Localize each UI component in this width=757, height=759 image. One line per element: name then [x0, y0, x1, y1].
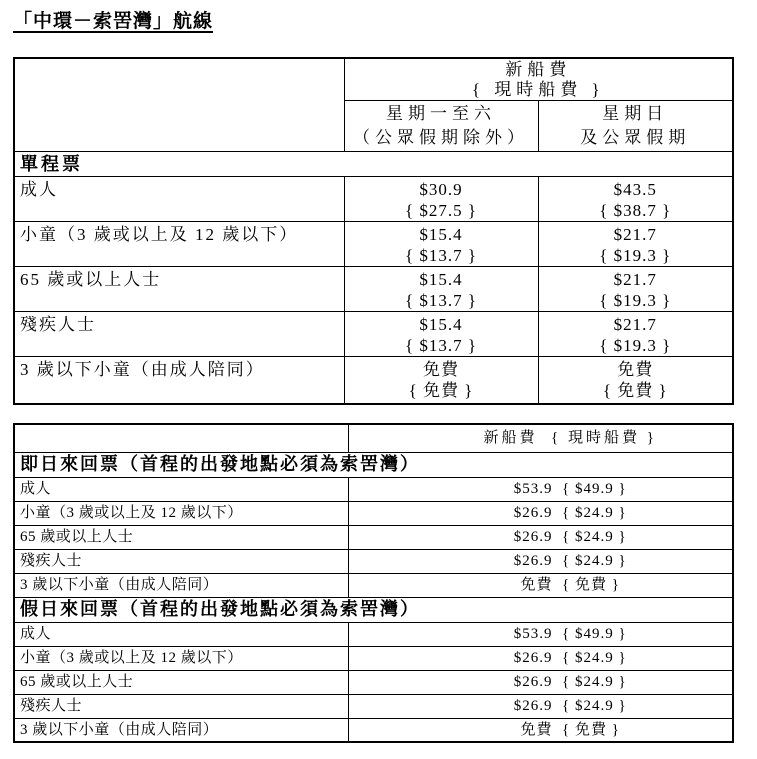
table-row: [14, 477, 733, 501]
table-row: [14, 312, 733, 357]
current-fare-value: { $38.7 }: [599, 201, 672, 220]
new-fare-value: $15.4: [419, 270, 463, 289]
new-fare-value: $43.5: [613, 180, 657, 199]
fare-category-label: 成人: [14, 477, 348, 501]
fare-value: $26.9 { $24.9 }: [348, 501, 733, 525]
fare-category-label: 殘疾人士: [14, 549, 348, 573]
table-row: [14, 694, 733, 718]
fare-value: $53.9 { $49.9 }: [348, 622, 733, 646]
weekday-fare-cell: [344, 177, 538, 222]
fare-value: $26.9 { $24.9 }: [348, 549, 733, 573]
fare-value: $26.9 { $24.9 }: [348, 694, 733, 718]
fare-category-label: 成人: [14, 622, 348, 646]
fare-value: $26.9 { $24.9 }: [348, 670, 733, 694]
holiday-fare-cell: [538, 177, 733, 222]
weekday-fare-cell: [344, 312, 538, 357]
holiday-header-line1: 星期日: [602, 104, 669, 123]
current-fare-value: { 免費 }: [602, 381, 668, 400]
current-fare-value: { $27.5 }: [404, 201, 478, 220]
page-title: 「中環－索罟灣」航線: [13, 11, 214, 32]
holiday-header-line2: 及公眾假期: [580, 128, 691, 147]
fare-value: $26.9 { $24.9 }: [348, 646, 733, 670]
fare-category-label: 3 歲以下小童（由成人陪同）: [14, 573, 348, 597]
holiday-column-header: [538, 101, 733, 152]
fare-value: 免費 { 免費 }: [348, 573, 733, 597]
current-fare-value: { $13.7 }: [404, 336, 478, 355]
new-fare-value: 免費: [617, 360, 654, 379]
current-fare-value: { $13.7 }: [404, 246, 478, 265]
new-fare-value: $30.9: [419, 180, 463, 199]
holiday-fare-cell: [538, 222, 733, 267]
holiday-fare-cell: [538, 312, 733, 357]
holiday-fare-cell: [538, 267, 733, 312]
table-row: [14, 501, 733, 525]
fare-category-label: 小童（3 歲或以上及 12 歲以下）: [14, 501, 348, 525]
fare-value: 免費 { 免費 }: [348, 718, 733, 742]
section-header-single-trip: 單程票: [14, 152, 733, 177]
weekday-fare-cell: [344, 267, 538, 312]
table-row: [14, 670, 733, 694]
weekday-column-header: [344, 101, 538, 152]
fare-category-label: 小童（3 歲或以上及 12 歲以下）: [14, 646, 348, 670]
section-header-same-day-return: 即日來回票（首程的出發地點必須為索罟灣）: [14, 452, 733, 477]
table-row: [14, 622, 733, 646]
fare-category-label: 65 歲或以上人士: [14, 267, 344, 312]
section-header-holiday-return: 假日來回票（首程的出發地點必須為索罟灣）: [14, 597, 733, 622]
fare-header-cell: [344, 58, 733, 101]
table-row: [14, 452, 733, 477]
table-row: [14, 549, 733, 573]
fare-category-label: 殘疾人士: [14, 312, 344, 357]
fare-category-label: 小童（3 歲或以上及 12 歲以下）: [14, 222, 344, 267]
table-row: [14, 597, 733, 622]
table-row: [14, 58, 733, 101]
holiday-fare-cell: [538, 357, 733, 404]
current-fare-value: { $19.3 }: [599, 336, 672, 355]
fare-category-label: 成人: [14, 177, 344, 222]
table-row: [14, 573, 733, 597]
new-fare-value: $15.4: [419, 225, 463, 244]
fare-category-label: 65 歲或以上人士: [14, 670, 348, 694]
fare-header-cell: 新船費 { 現時船費 }: [348, 424, 733, 452]
fare-category-label: 3 歲以下小童（由成人陪同）: [14, 357, 344, 404]
table-row: [14, 718, 733, 742]
weekday-fare-cell: [344, 222, 538, 267]
current-fare-header: { 現時船費 }: [471, 80, 605, 99]
table-row: [14, 177, 733, 222]
table-row: [14, 424, 733, 452]
weekday-fare-cell: [344, 357, 538, 404]
fare-category-label: 65 歲或以上人士: [14, 525, 348, 549]
table-row: [14, 525, 733, 549]
corner-empty-cell: [14, 58, 344, 152]
return-trip-fare-table: [13, 423, 734, 743]
table-row: [14, 267, 733, 312]
new-fare-header: 新船費: [505, 60, 572, 79]
single-trip-fare-table: [13, 57, 734, 405]
fare-value: $53.9 { $49.9 }: [348, 477, 733, 501]
current-fare-value: { $19.3 }: [599, 246, 672, 265]
new-fare-value: $15.4: [419, 315, 463, 334]
weekday-header-line1: 星期一至六: [386, 104, 496, 123]
weekday-header-line2: （公眾假期除外）: [353, 128, 529, 147]
table-row: [14, 357, 733, 404]
current-fare-value: { 免費 }: [408, 381, 474, 400]
new-fare-value: 免費: [423, 360, 459, 379]
table-row: [14, 152, 733, 177]
fare-category-label: 殘疾人士: [14, 694, 348, 718]
table-row: [14, 646, 733, 670]
corner-empty-cell: [14, 424, 348, 452]
fare-category-label: 3 歲以下小童（由成人陪同）: [14, 718, 348, 742]
new-fare-value: $21.7: [613, 315, 657, 334]
current-fare-value: { $13.7 }: [404, 291, 478, 310]
new-fare-value: $21.7: [613, 270, 657, 289]
new-fare-value: $21.7: [613, 225, 657, 244]
current-fare-value: { $19.3 }: [599, 291, 672, 310]
fare-value: $26.9 { $24.9 }: [348, 525, 733, 549]
table-row: [14, 222, 733, 267]
